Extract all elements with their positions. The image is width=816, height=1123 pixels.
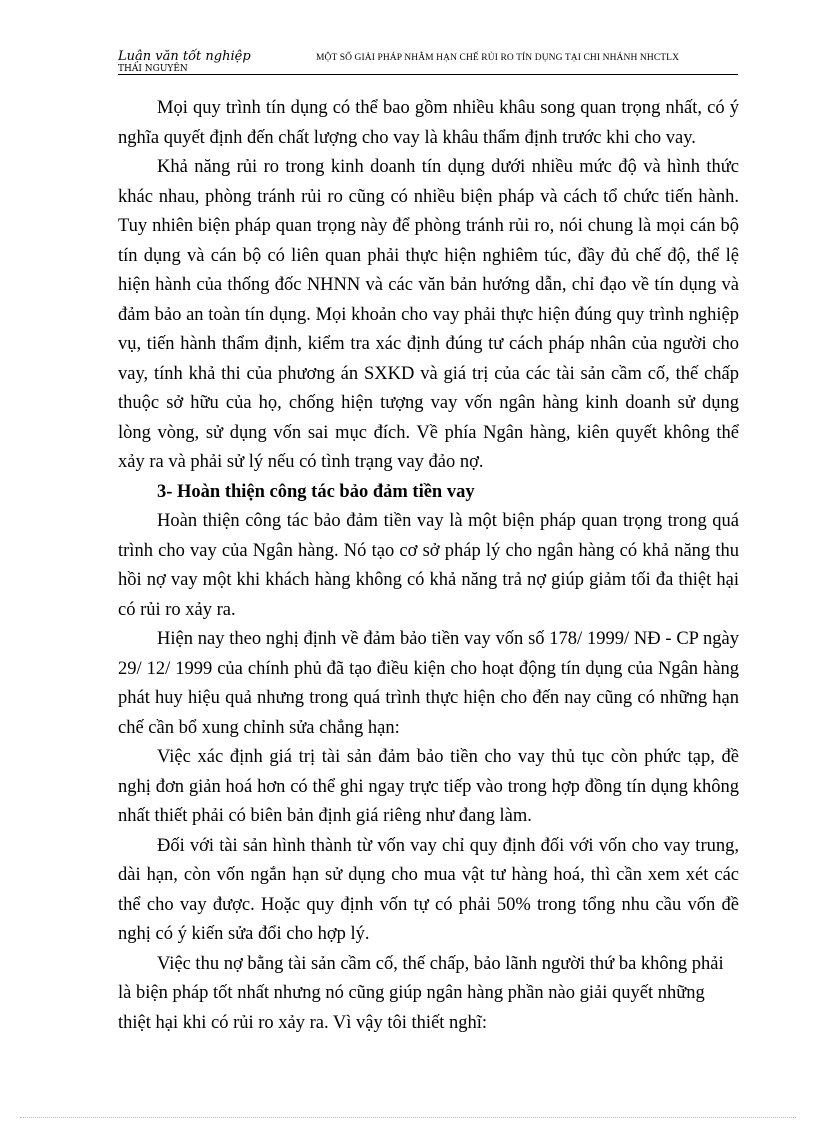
- page-bottom-border: [20, 1117, 796, 1118]
- section-heading: 3- Hoàn thiện công tác bảo đảm tiền vay: [157, 481, 475, 502]
- document-body: [118, 94, 739, 1038]
- header-location: THÁI NGUYÊN: [118, 64, 188, 74]
- header-left: [118, 50, 251, 74]
- page-header: [118, 50, 738, 76]
- paragraph-7: Việc thu nợ bằng tài sản cầm cố, thế chấp, bảo lãnh người thứ ba không phải là biện pháp tốt nhất nhưng nó cũng giúp ngân hàng phần nào giải quyết những thiệt hại khi có rủi ro xảy ra. Vì vậy tôi thiết nghĩ:: [118, 953, 724, 1033]
- header-divider: [118, 74, 738, 75]
- paragraph-1: Mọi quy trình tín dụng có thể bao gồm nhiều khâu song quan trọng nhất, có ý nghĩa quyết định đến chất lượng cho vay là khâu thẩm định trước khi cho vay.: [118, 98, 739, 148]
- header-document-title: MỘT SỐ GIẢI PHÁP NHẰM HẠN CHẾ RỦI RO TÍN DỤNG TẠI CHI NHÁNH NHCTLX: [316, 53, 680, 63]
- paragraph-2: Khả năng rủi ro trong kinh doanh tín dụng dưới nhiều mức độ và hình thức khác nhau, phòng tránh rủi ro cũng có nhiều biện pháp và cách tổ chức tiến hành. Tuy nhiên biện pháp quan trọng này để phòng tránh rủi ro, nói chung là mọi cán bộ tín dụng và cán bộ có liên quan phải thực hiện nghiêm túc, đầy đủ chế độ, thể lệ hiện hành của thống đốc NHNN và các văn bản hướng dẫn, chỉ đạo về tín dụng và đảm bảo an toàn tín dụng. Mọi khoản cho vay phải thực hiện đúng quy trình nghiệp vụ, tiến hành thẩm định, kiểm tra xác định đúng tư cách pháp nhân của người cho vay, tính khả thi của phương án SXKD và giá trị của các tài sản cầm cố, thế chấp thuộc sở hữu của họ, chống hiện tượng vay vốn ngân hàng kinh doanh sử dụng lòng vòng, sử dụng vốn sai mục đích. Về phía Ngân hàng, kiên quyết không thể xảy ra và phải sử lý nếu có tình trạng vay đảo nợ.: [118, 157, 739, 472]
- paragraph-4: Hiện nay theo nghị định về đảm bảo tiền vay vốn số 178/ 1999/ NĐ - CP ngày 29/ 12/ 1999 của chính phủ đã tạo điều kiện cho hoạt động tín dụng của Ngân hàng phát huy hiệu quả nhưng trong quá trình thực hiện cho đến nay cũng có những hạn chế cần bổ xung chỉnh sửa chẳng hạn:: [118, 629, 739, 738]
- paragraph-5: Việc xác định giá trị tài sản đảm bảo tiền cho vay thủ tục còn phức tạp, đề nghị đơn giản hoá hơn có thể ghi ngay trực tiếp vào trong hợp đồng tín dụng không nhất thiết phải có biên bản định giá riêng như đang làm.: [118, 747, 739, 826]
- paragraph-6: Đối với tài sản hình thành từ vốn vay chỉ quy định đối với vốn cho vay trung, dài hạn, còn vốn ngắn hạn sử dụng cho mua vật tư hàng hoá, thì cần xem xét các thể cho vay được. Hoặc quy định vốn tự có phải 50% trong tổng nhu cầu vốn đề nghị có ý kiến sửa đổi cho hợp lý.: [118, 835, 739, 944]
- header-thesis-label: Luận văn tốt nghiệp: [118, 49, 251, 64]
- paragraph-3: Hoàn thiện công tác bảo đảm tiền vay là một biện pháp quan trọng trong quá trình cho vay của Ngân hàng. Nó tạo cơ sở pháp lý cho ngân hàng có khả năng thu hồi nợ vay một khi khách hàng không có khả năng trả nợ giúp giảm tối đa thiệt hại có rủi ro xảy ra.: [118, 511, 739, 620]
